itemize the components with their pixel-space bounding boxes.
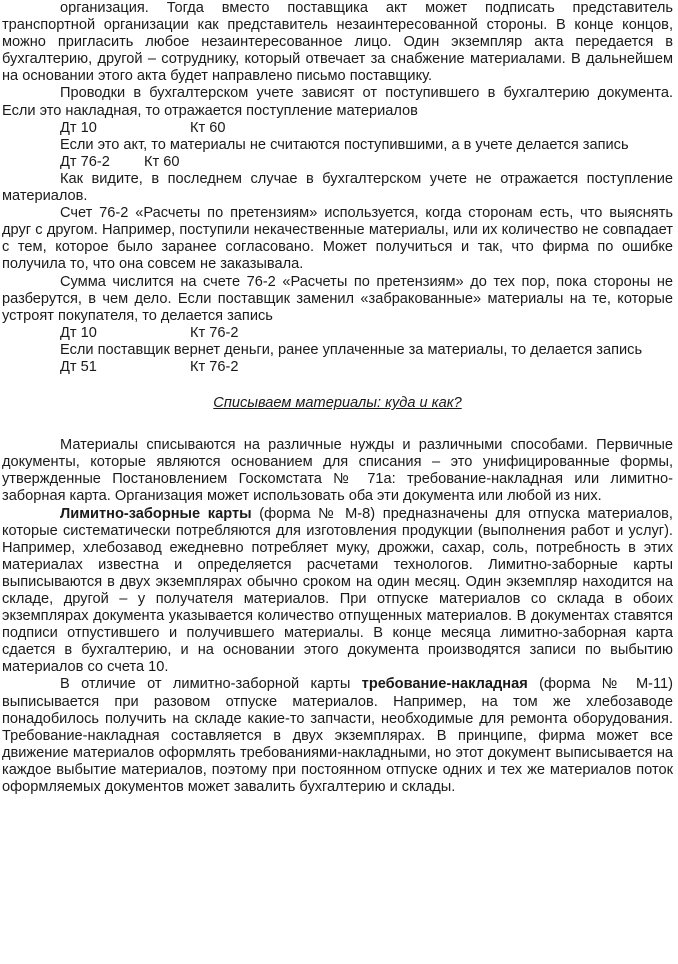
- paragraph-claims-account: Счет 76-2 «Расчеты по претензиям» используется, когда сторонам есть, что выяснять друг с другом. Например, поступили некачественные материалы, или их количество не совпадает с тем, которое было заранее согласовано. Может получиться и так, что фирма по ошибке получила то, что она совсем не заказывала.: [2, 205, 673, 273]
- paragraph-write-off: Материалы списываются на различные нужды и различными способами. Первичные документы, которые являются основанием для списания – это унифицированные формы, утвержденные Постановлением Госкомстата № 71а: требование-накладная или лимитно-заборная карта. Организация может использовать оба эти документа или любой из них.: [2, 437, 673, 505]
- paragraph-claims-sum: Сумма числится на счете 76-2 «Расчеты по претензиям» до тех пор, пока стороны не разберутся, в чем дело. Если поставщик заменил «забракованные» материалы на те, которые устроят покупателя, то делается запись: [2, 273, 673, 324]
- paragraph-limit-cards: [2, 506, 673, 677]
- requisition-intro: В отличие от лимитно-заборной карты: [60, 676, 362, 693]
- entry-debit: Дт 76-2: [60, 153, 110, 170]
- paragraph-requisition: [2, 676, 673, 796]
- entry-debit: Дт 10: [60, 324, 97, 341]
- paragraph-act-case: Если это акт, то материалы не считаются поступившими, а в учете делается запись: [60, 136, 629, 153]
- entry-act: [2, 154, 673, 171]
- entry-credit: Кт 60: [190, 119, 226, 136]
- entry-debit: Дт 51: [60, 358, 97, 375]
- paragraph-not-recorded: Как видите, в последнем случае в бухгалтерском учете не отражается поступление материалов.: [2, 170, 673, 205]
- entry-invoice: [2, 120, 673, 137]
- entry-debit: Дт 10: [60, 119, 97, 136]
- entry-replacement: [2, 325, 673, 342]
- entry-credit: Кт 60: [144, 153, 180, 170]
- entry-refund: [2, 359, 673, 376]
- section-heading: Списываем материалы: куда и как?: [213, 395, 462, 412]
- term-requisition: требование-накладная: [361, 676, 528, 693]
- entry-credit: Кт 76-2: [190, 324, 239, 341]
- limit-cards-text: (форма № М-8) предназначены для отпуска материалов, которые систематически потребляются для изготовления продукции (выполнения работ и услуг). Например, хлебозавод ежедневно потребляет муку, дрожжи, сахар, соль, потребность в этих материалах известна и определяется расчетами технологов. Лимитно-заборные карты выписываются в двух экземплярах обычно сроком на один месяц. Один экземпляр находится на складе, другой – у получателя материалов. При отпуске материалов со склада в обоих экземплярах документа указывается количество отпущенных материалов. В документах ставятся подписи отпустившего и получившего материалы. В конце месяца лимитно-заборная карта сдается в бухгалтерию, и на основании этого документа производятся записи по выбытию материалов со счета 10.: [2, 505, 673, 676]
- paragraph-postings: Проводки в бухгалтерском учете зависят от поступившего в бухгалтерию документа. Если это накладная, то отражается поступление материалов: [2, 85, 673, 119]
- entry-credit: Кт 76-2: [190, 358, 239, 375]
- paragraph-refund: Если поставщик вернет деньги, ранее уплаченные за материалы, то делается запись: [60, 341, 643, 358]
- paragraph-act-signing: организация. Тогда вместо поставщика акт может подписать представитель транспортной организации как представитель незаинтересованной стороны. В конце концов, можно пригласить любое незаинтересованное лицо. Один экземпляр акта передается в бухгалтерию, другой – сотруднику, который отвечает за снабжение материалами. В дальнейшем на основании этого акта будет направлено письмо поставщику.: [2, 0, 673, 85]
- term-limit-cards: Лимитно-заборные карты: [60, 505, 252, 522]
- requisition-text: (форма № М-11) выписывается при разовом отпуске материалов. Например, на том же хлебозаводе понадобилось получить на складе какие-то запчасти, необходимые для ремонта оборудования. Требование-накладная составляется в двух экземплярах. В принципе, фирма может все движение материалов оформлять требованиями-накладными, но этот документ выписывается на каждое выбытие материалов, поэтому при постоянном отпуске одних и тех же материалов поток оформляемых документов может завалить бухгалтерию и склады.: [2, 676, 673, 796]
